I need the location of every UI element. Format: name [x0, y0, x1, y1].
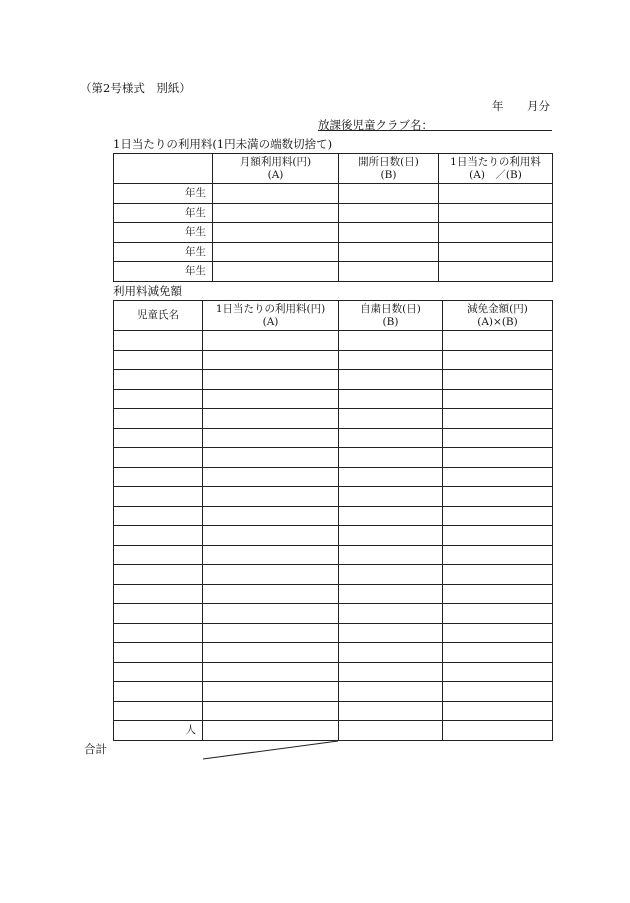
- self-restraint-days-cell[interactable]: [339, 526, 443, 546]
- date-year: 年: [492, 99, 504, 113]
- reduction-amount-cell[interactable]: [443, 409, 553, 429]
- grade-cell: 年生: [114, 242, 213, 262]
- child-name-cell[interactable]: [114, 701, 203, 721]
- per-day-fee-cell[interactable]: [203, 584, 339, 604]
- reduction-amount-cell[interactable]: [443, 487, 553, 507]
- per-day-fee-cell[interactable]: [203, 662, 339, 682]
- input-cell[interactable]: [213, 184, 339, 204]
- child-name-cell[interactable]: [114, 545, 203, 565]
- child-name-cell[interactable]: [114, 584, 203, 604]
- form-label: （第2号様式 別紙）: [80, 81, 191, 95]
- table-row: [114, 682, 553, 702]
- club-name-label: 放課後児童クラブ名：: [318, 118, 433, 132]
- input-cell[interactable]: [213, 242, 339, 262]
- per-day-fee-cell[interactable]: [203, 545, 339, 565]
- per-day-fee-cell[interactable]: [203, 467, 339, 487]
- table-row: [114, 662, 553, 682]
- child-name-cell[interactable]: [114, 409, 203, 429]
- club-name-underline: [318, 130, 552, 131]
- per-day-fee-cell[interactable]: [203, 370, 339, 390]
- table-row: [114, 487, 553, 507]
- table-row: [114, 584, 553, 604]
- reduction-amount-cell[interactable]: [443, 682, 553, 702]
- reduction-amount-cell[interactable]: [443, 565, 553, 585]
- child-name-cell[interactable]: [114, 448, 203, 468]
- daily-fee-table: [113, 153, 553, 282]
- self-restraint-days-cell[interactable]: [339, 643, 443, 663]
- table-row: [114, 526, 553, 546]
- table-row: [114, 604, 553, 624]
- table-row: [114, 428, 553, 448]
- grade-cell: 年生: [114, 184, 213, 204]
- reduction-amount-cell[interactable]: [443, 331, 553, 351]
- self-restraint-days-cell[interactable]: [339, 701, 443, 721]
- child-name-cell[interactable]: [114, 487, 203, 507]
- input-cell[interactable]: [339, 223, 439, 243]
- total-label: 合計: [84, 742, 107, 756]
- input-cell[interactable]: [339, 184, 439, 204]
- self-restraint-days-cell[interactable]: [339, 331, 443, 351]
- self-restraint-days-cell[interactable]: [339, 584, 443, 604]
- child-name-cell[interactable]: [114, 682, 203, 702]
- reduction-amount-cell[interactable]: [443, 389, 553, 409]
- self-restraint-days-cell[interactable]: [339, 370, 443, 390]
- table-row: [114, 701, 553, 721]
- child-name-cell[interactable]: [114, 370, 203, 390]
- reduction-amount-cell[interactable]: [443, 662, 553, 682]
- reduction-amount-cell[interactable]: [443, 448, 553, 468]
- child-name-cell[interactable]: [114, 526, 203, 546]
- child-name-cell[interactable]: [114, 331, 203, 351]
- input-cell[interactable]: [213, 223, 339, 243]
- child-name-cell[interactable]: [114, 643, 203, 663]
- child-name-cell[interactable]: [114, 506, 203, 526]
- input-cell[interactable]: [439, 203, 553, 223]
- table-row: [114, 389, 553, 409]
- table-row: [114, 467, 553, 487]
- reduction-amount-cell[interactable]: [443, 584, 553, 604]
- input-cell[interactable]: [439, 223, 553, 243]
- grade-cell: 年生: [114, 262, 213, 282]
- self-restraint-days-cell[interactable]: [339, 662, 443, 682]
- self-restraint-days-cell[interactable]: [339, 565, 443, 585]
- reduction-header-days: 自粛日数(日) (B): [339, 301, 443, 331]
- reduction-amount-cell[interactable]: [443, 545, 553, 565]
- grade-cell: 年生: [114, 223, 213, 243]
- self-restraint-days-cell[interactable]: [339, 448, 443, 468]
- child-name-cell[interactable]: [114, 623, 203, 643]
- reduction-amount-cell[interactable]: [443, 350, 553, 370]
- grade-cell: 年生: [114, 203, 213, 223]
- table-row: [114, 350, 553, 370]
- daily-fee-header-monthly: 月額利用料(円) (A): [213, 154, 339, 184]
- table-row: [114, 448, 553, 468]
- per-day-fee-cell[interactable]: [203, 565, 339, 585]
- table-row: [114, 506, 553, 526]
- self-restraint-days-cell[interactable]: [339, 428, 443, 448]
- per-day-fee-cell[interactable]: [203, 487, 339, 507]
- input-cell[interactable]: [339, 262, 439, 282]
- per-day-fee-cell[interactable]: [203, 643, 339, 663]
- input-cell[interactable]: [339, 242, 439, 262]
- reduction-header-per-day: 1日当たりの利用料(円) (A): [203, 301, 339, 331]
- reduction-amount-cell[interactable]: [443, 643, 553, 663]
- self-restraint-days-cell[interactable]: [339, 389, 443, 409]
- child-name-cell[interactable]: [114, 428, 203, 448]
- self-restraint-days-cell[interactable]: [339, 682, 443, 702]
- reduction-amount-cell[interactable]: [443, 428, 553, 448]
- total-days-cell[interactable]: [339, 721, 443, 741]
- table-row: [114, 623, 553, 643]
- reduction-amount-cell[interactable]: [443, 506, 553, 526]
- total-persons-cell: 人: [114, 721, 203, 741]
- reduction-amount-cell[interactable]: [443, 701, 553, 721]
- self-restraint-days-cell[interactable]: [339, 350, 443, 370]
- self-restraint-days-cell[interactable]: [339, 623, 443, 643]
- self-restraint-days-cell[interactable]: [339, 467, 443, 487]
- per-day-fee-cell[interactable]: [203, 331, 339, 351]
- child-name-cell[interactable]: [114, 350, 203, 370]
- per-day-fee-cell[interactable]: [203, 701, 339, 721]
- section1-title: 1日当たりの利用料(1円未満の端数切捨て): [113, 137, 333, 151]
- input-cell[interactable]: [439, 184, 553, 204]
- date-month: 月分: [527, 99, 550, 113]
- per-day-fee-cell[interactable]: [203, 682, 339, 702]
- child-name-cell[interactable]: [114, 565, 203, 585]
- child-name-cell[interactable]: [114, 604, 203, 624]
- input-cell[interactable]: [213, 203, 339, 223]
- input-cell[interactable]: [339, 203, 439, 223]
- table-row: [114, 643, 553, 663]
- self-restraint-days-cell[interactable]: [339, 506, 443, 526]
- daily-fee-header-per-day: 1日当たりの利用料 (A) ／(B): [439, 154, 553, 184]
- reduction-table: [113, 300, 553, 741]
- section2-title: 利用料減免額: [113, 284, 182, 298]
- self-restraint-days-cell[interactable]: [339, 604, 443, 624]
- per-day-fee-cell[interactable]: [203, 389, 339, 409]
- per-day-fee-cell[interactable]: [203, 506, 339, 526]
- per-day-fee-cell[interactable]: [203, 604, 339, 624]
- reduction-header-name: 児童氏名: [114, 301, 203, 331]
- per-day-fee-cell[interactable]: [203, 428, 339, 448]
- table-row: [114, 545, 553, 565]
- child-name-cell[interactable]: [114, 467, 203, 487]
- input-cell[interactable]: [213, 262, 339, 282]
- per-day-fee-cell[interactable]: [203, 623, 339, 643]
- per-day-fee-cell[interactable]: [203, 409, 339, 429]
- input-cell[interactable]: [439, 242, 553, 262]
- input-cell[interactable]: [439, 262, 553, 282]
- child-name-cell[interactable]: [114, 662, 203, 682]
- self-restraint-days-cell[interactable]: [339, 545, 443, 565]
- per-day-fee-cell[interactable]: [203, 526, 339, 546]
- total-diagonal-cell: [203, 721, 339, 741]
- self-restraint-days-cell[interactable]: [339, 409, 443, 429]
- diagonal-line: [202, 740, 339, 760]
- total-amount-cell[interactable]: [443, 721, 553, 741]
- table-row: [114, 331, 553, 351]
- reduction-amount-cell[interactable]: [443, 526, 553, 546]
- table-row: [114, 565, 553, 585]
- reduction-amount-cell[interactable]: [443, 604, 553, 624]
- reduction-amount-cell[interactable]: [443, 370, 553, 390]
- self-restraint-days-cell[interactable]: [339, 487, 443, 507]
- per-day-fee-cell[interactable]: [203, 448, 339, 468]
- daily-fee-header-open-days: 開所日数(日) (B): [339, 154, 439, 184]
- daily-fee-header-blank: [114, 154, 213, 184]
- reduction-amount-cell[interactable]: [443, 623, 553, 643]
- table-row: [114, 370, 553, 390]
- table-row: [114, 409, 553, 429]
- reduction-header-amount: 減免金額(円) (A)×(B): [443, 301, 553, 331]
- per-day-fee-cell[interactable]: [203, 350, 339, 370]
- reduction-amount-cell[interactable]: [443, 467, 553, 487]
- child-name-cell[interactable]: [114, 389, 203, 409]
